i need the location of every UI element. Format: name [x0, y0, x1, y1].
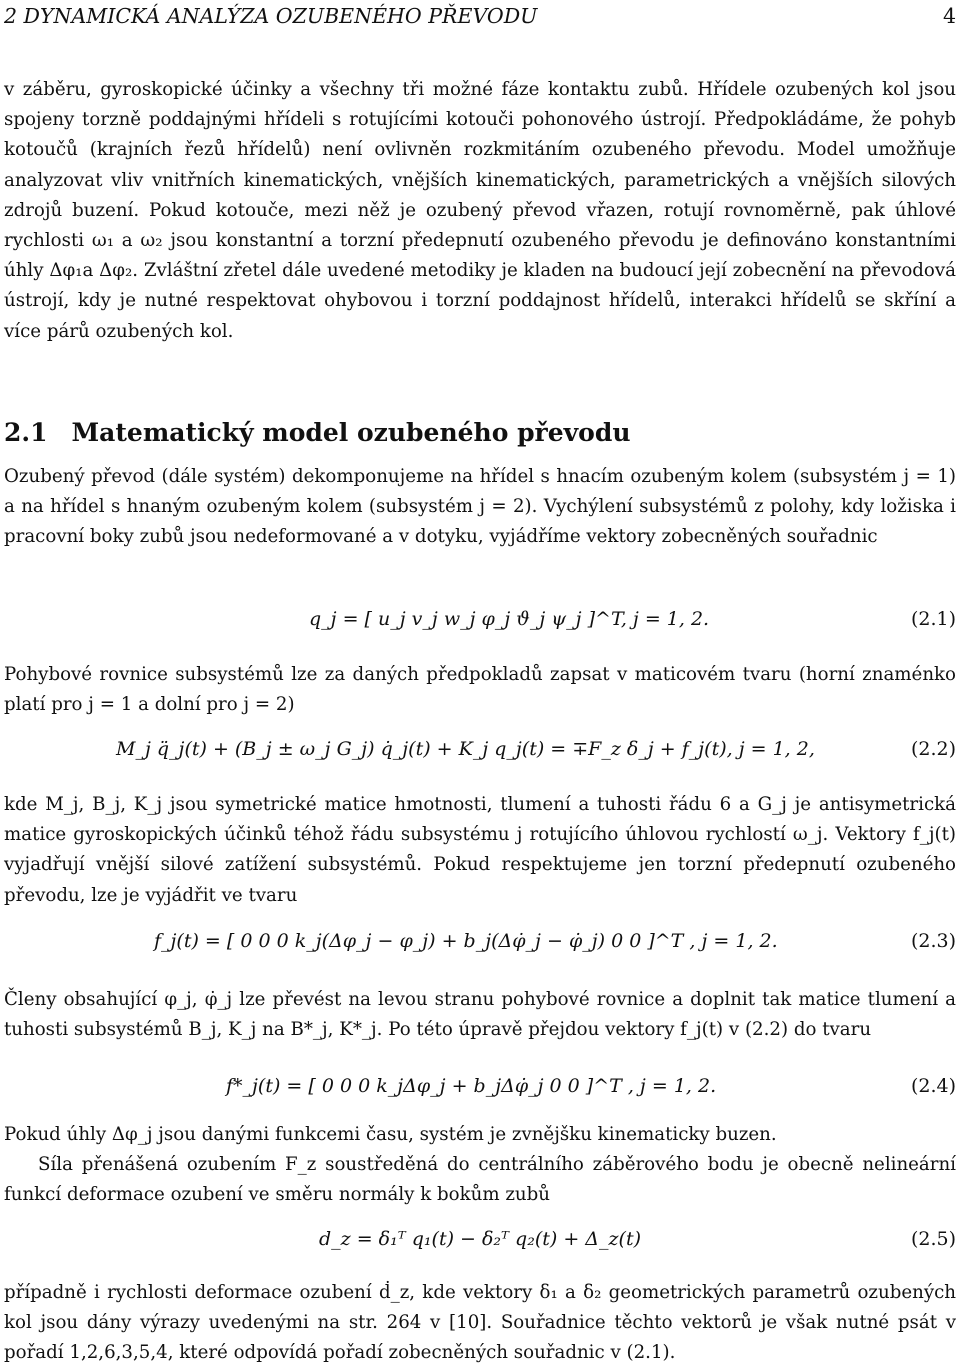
running-header — [4, 4, 956, 28]
equation-2-2-body: M_j q̈_j(t) + (B_j ± ω_j G_j) q̇_j(t) + K_j q_j(t) = ∓F_z δ_j + f_j(t), j = 1, 2, — [116, 738, 815, 760]
equation-2-3-body: f_j(t) = [ 0 0 0 k_j(Δφ_j − φ_j) + b_j(Δφ̇_j − φ̇_j) 0 0 ]^T , j = 1, 2. — [154, 930, 778, 952]
equation-2-2 — [4, 738, 956, 772]
chapter-title: 2 DYNAMICKÁ ANALÝZA OZUBENÉHO PŘEVODU — [4, 4, 538, 28]
paragraph-motion-equations: Pohybové rovnice subsystémů lze za daných předpokladů zapsat v maticovém tvaru (horní znaménko platí pro j = 1 a dolní pro j = 2) — [4, 664, 956, 716]
paragraph-kinematic: Pokud úhly Δφ_j jsou danými funkcemi času, systém je zvnějšku kinematicky buzen. — [4, 1124, 777, 1145]
equation-2-3-number: (2.3) — [910, 930, 956, 952]
equation-2-5-number: (2.5) — [910, 1228, 956, 1250]
equation-2-1-number: (2.1) — [910, 608, 956, 630]
section-title: Matematický model ozubeného převodu — [71, 418, 631, 447]
paragraph-decomposition: Ozubený převod (dále systém) dekomponujeme na hřídel s hnacím ozubeným kolem (subsystém j = 1) a na hřídel s hnaným ozubeným kolem (subsystém j = 2). Vychýlení subsystémů z polohy, kdy ložiska i pracovní boky zubů jsou nedeformované a v dotyku, vyjádříme vektory zobecněných souřadnic — [4, 466, 956, 548]
paragraph-intro: v záběru, gyroskopické účinky a všechny tři možné fáze kontaktu zubů. Hřídele ozubených kol jsou spojeny torzně poddajnými hřídeli s rotujícími kotouči pohonového ústrojí. Předpokládáme, že pohyb kotoučů (krajních řezů hřídelů) není ovlivněn rozkmitáním ozubeného převodu. Model umožňuje analyzovat vliv vnitřních kinematických, vnějších kinematických, parametrických a vnějších silových zdrojů buzení. Pokud kotouče, mezi něž je ozubený převod vřazen, rotují rovnoměrně, pak úhlové rychlosti ω₁ a ω₂ jsou konstantní a torzní předepnutí ozubeného převodu je definováno konstantními úhly Δφ₁a Δφ₂. Zvláštní zřetel dále uvedené metodiky je kladen na budoucí její zobecnění na převodová ústrojí, kdy je nutné respektovat ohybovou i torzní poddajnost hřídelů, interakci hřídelů se skříní a více párů ozubených kol. — [4, 79, 956, 342]
equation-2-4-number: (2.4) — [910, 1075, 956, 1097]
equation-2-2-number: (2.2) — [910, 738, 956, 760]
paragraph-matrices: kde M_j, B_j, K_j jsou symetrické matice hmotnosti, tlumení a tuhosti řádu 6 a G_j je antisymetrická matice gyroskopických účinků téhož řádu subsystému j rotujícího úhlovou rychlostí ω_j. Vektory f_j(t) vyjadřují vnější silové zatížení subsystémů. Pokud respektujeme jen torzní předepnutí ozubeného převodu, lze je vyjádřit ve tvaru — [4, 794, 956, 906]
equation-2-1-body: q_j = [ u_j v_j w_j φ_j ϑ_j ψ_j ]^T, j = 1, 2. — [309, 608, 710, 630]
equation-2-4-body: f*_j(t) = [ 0 0 0 k_jΔφ_j + b_jΔφ̇_j 0 0 ]^T , j = 1, 2. — [226, 1075, 717, 1097]
section-heading — [4, 418, 631, 447]
section-number: 2.1 — [4, 418, 48, 447]
equation-2-5-body: d_z = δ₁ᵀ q₁(t) − δ₂ᵀ q₂(t) + Δ_z(t) — [319, 1228, 641, 1250]
paragraph-force: Síla přenášená ozubením F_z soustředěná do centrálního záběrového bodu je obecně nelineární funkcí deformace ozubení ve směru normály k bokům zubů — [4, 1154, 956, 1206]
equation-2-5 — [4, 1228, 956, 1262]
equation-2-1 — [4, 608, 956, 642]
paragraph-members: Členy obsahující φ_j, φ̇_j lze převést na levou stranu pohybové rovnice a doplnit tak matice tlumení a tuhosti subsystémů B_j, K_j na B*_j, K*_j. Po této úpravě přejdou vektory f_j(t) v (2.2) do tvaru — [4, 989, 956, 1041]
equation-2-4 — [4, 1075, 956, 1109]
page-number: 4 — [942, 4, 956, 28]
paragraph-deformation: případně i rychlosti deformace ozubení ḋ_z, kde vektory δ₁ a δ₂ geometrických parametrů ozubených kol jsou dány výrazy uvedenými na str. 264 v [10]. Souřadnice těchto vektorů je však nutné psát v pořadí 1,2,6,3,5,4, které odpovídá pořadí zobecněných souřadnic v (2.1). — [4, 1282, 956, 1364]
equation-2-3 — [4, 930, 956, 964]
